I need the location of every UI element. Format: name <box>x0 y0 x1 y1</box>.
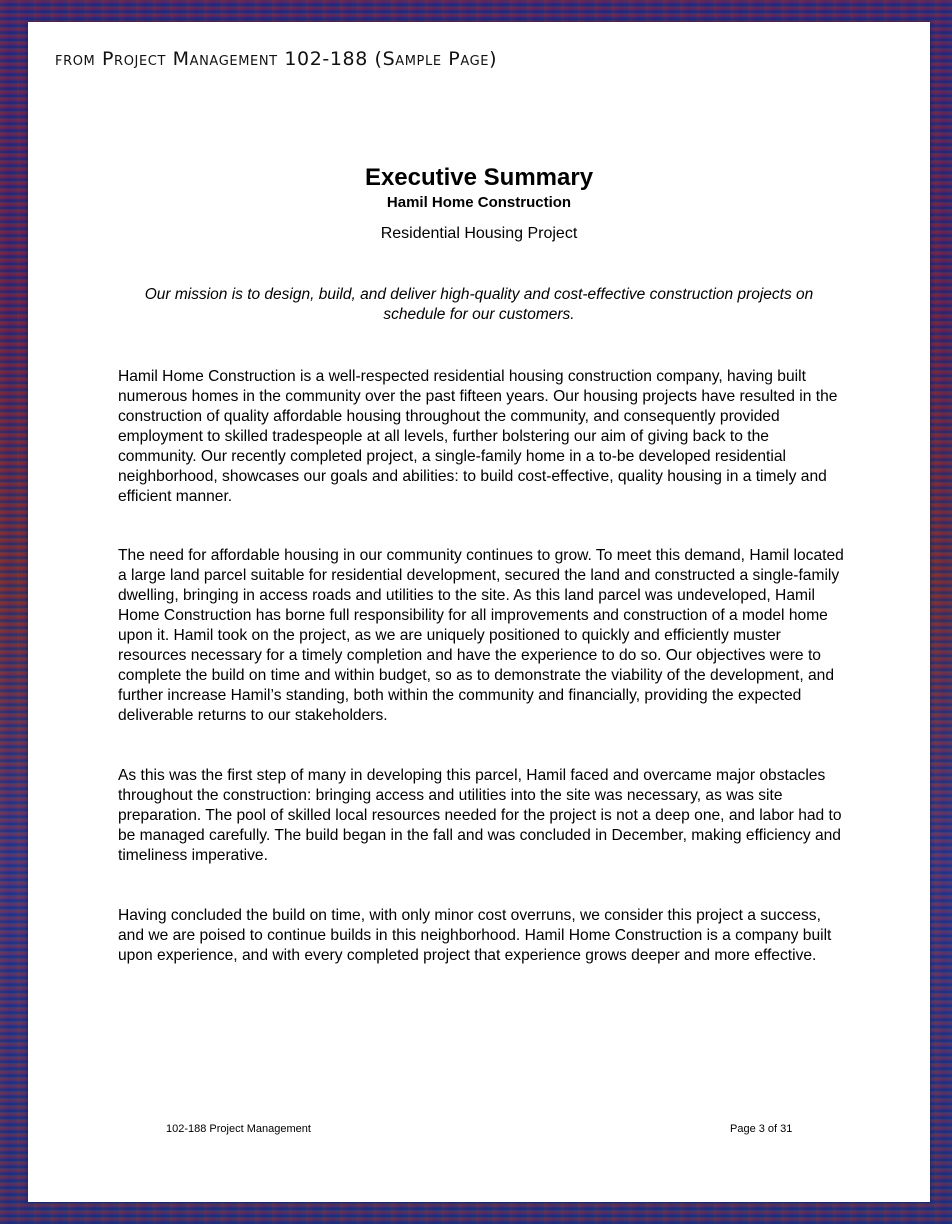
document-page <box>28 22 930 1202</box>
body-paragraph-1: Hamil Home Construction is a well-respected residential housing construction company, having built numerous homes in the community over the past fifteen years. Our housing projects have resulted in the construction of quality affordable housing throughout the community, and consequently provided employment to skilled tradespeople at all levels, further bolstering our aim of giving back to the community. Our recently completed project, a single-family home in a to-be developed residential neighborhood, showcases our goals and abilities: to build cost-effective, quality housing in a timely and efficient manner. <box>118 368 838 505</box>
body-paragraph-3: As this was the first step of many in developing this parcel, Hamil faced and overcame major obstacles throughout the construction: bringing access and utilities into the site was necessary, as was site preparation. The pool of skilled local resources needed for the project is not a deep one, and labor had to be managed carefully. The build began in the fall and was concluded in December, making efficiency and timeliness imperative. <box>118 767 842 864</box>
body-paragraph-2: The need for affordable housing in our community continues to grow. To meet this demand, Hamil located a large land parcel suitable for residential development, secured the land and constructed a single-family dwelling, bringing in access roads and utilities to the site. As this land parcel was undeveloped, Hamil Home Construction has borne full responsibility for all improvements and construction of a model home upon it. Hamil took on the project, as we are uniquely positioned to quickly and efficiently muster resources necessary for a timely completion and have the experience to do so. Our objectives were to complete the build on time and within budget, so as to demonstrate the viability of the development, and further increase Hamil’s standing, both within the community and financially, providing the expected deliverable returns to our stakeholders. <box>118 547 844 724</box>
mission-statement: Our mission is to design, build, and deliver high-quality and cost-effective construction projects on schedule for our customers. <box>144 286 814 323</box>
body-paragraph-4: Having concluded the build on time, with only minor cost overruns, we consider this project a success, and we are poised to continue builds in this neighborhood. Hamil Home Construction is a company built upon experience, and with every completed project that experience grows deeper and more effective. <box>118 907 832 964</box>
footer-page-number: Page 3 of 31 <box>730 1123 793 1135</box>
company-name: Hamil Home Construction <box>386 194 572 211</box>
document-title: Executive Summary <box>364 164 594 191</box>
project-name: Residential Housing Project <box>380 225 578 242</box>
page-header-banner: from Project Management 102-188 (Sample Page) <box>55 48 498 70</box>
footer-course-label: 102-188 Project Management <box>166 1123 311 1135</box>
